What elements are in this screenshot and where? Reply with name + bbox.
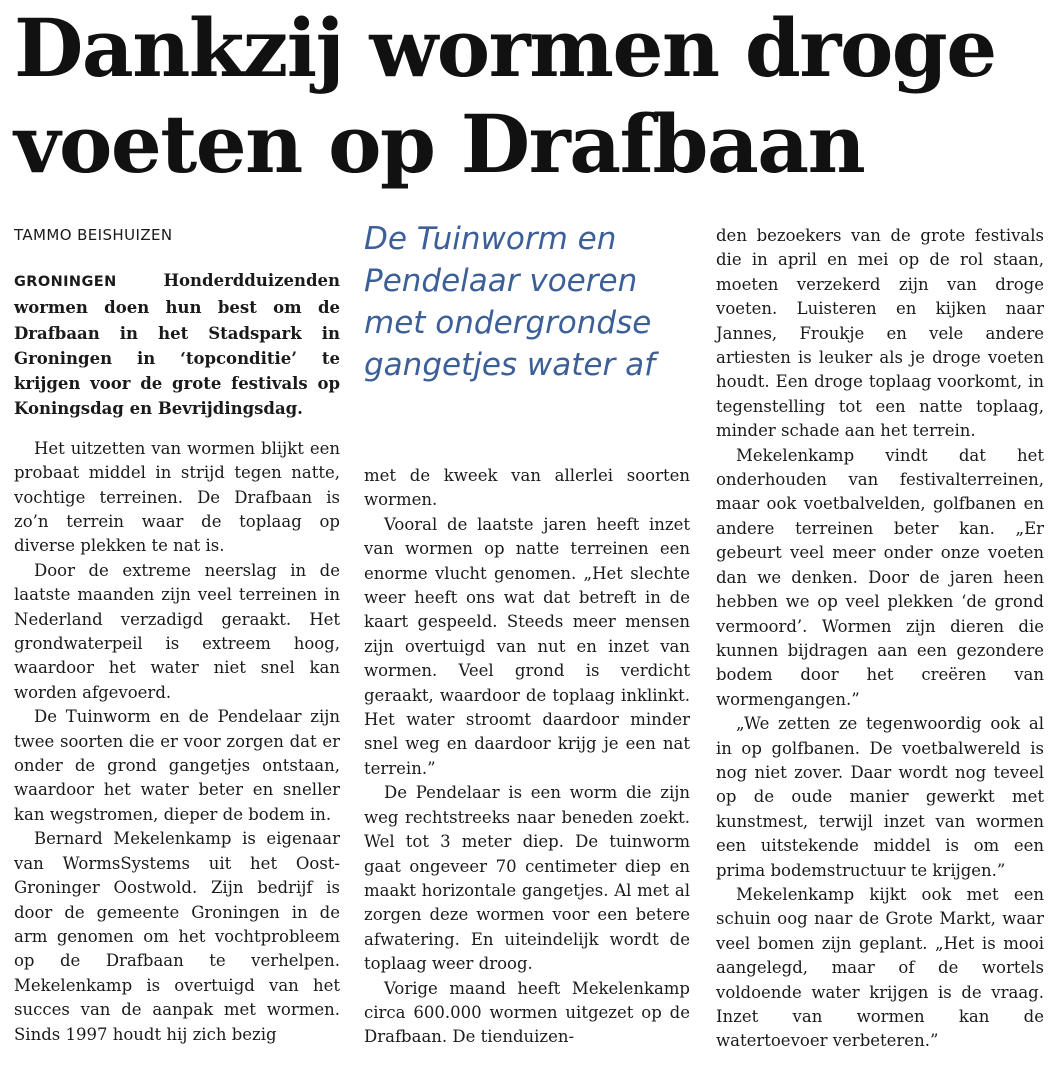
body-paragraph: „We zetten ze tegenwoordig ook al in op golfbanen. De voetbalwereld is nog niet zover. Daar wordt nog teveel op de oude manier gewerkt met kunstmest, terwijl inzet van wormen een uitstekende middel is om een prima bodemstructuur te krijgen.” bbox=[716, 714, 1044, 880]
body-paragraph: Het uitzetten van wormen blijkt een probaat middel in strijd tegen natte, vochtige terreinen. De Drafbaan is zo’n terrein waar de toplaag op diverse plekken te nat is. bbox=[14, 438, 340, 556]
lead-paragraph bbox=[14, 268, 340, 422]
body-paragraph: Vooral de laatste jaren heeft inzet van wormen op natte terreinen een enorme vlucht genomen. „Het slechte weer heeft ons wat dat betreft in de kaart gespeeld. Steeds meer mensen zijn overtuigd van nut en inzet van wormen. Veel grond is verdicht geraakt, waardoor de toplaag inklinkt. Het water stroomt daardoor minder snel weg en daardoor krijg je een nat terrein.” bbox=[364, 514, 690, 778]
body-paragraph: met de kweek van allerlei soorten wormen. bbox=[364, 466, 690, 510]
dateline: GRONINGEN bbox=[14, 274, 117, 290]
byline: TAMMO BEISHUIZEN bbox=[14, 226, 173, 244]
pull-quote: De Tuinworm en Pendelaar voeren met ondergrondse gangetjes water af bbox=[364, 221, 656, 383]
body-paragraph: Door de extreme neerslag in de laatste maanden zijn veel terreinen in Nederland verzadigd geraakt. Het grondwaterpeil is extreem hoog, waardoor het water niet snel kan worden afgevoerd. bbox=[14, 560, 340, 702]
article-column-3 bbox=[716, 224, 1044, 1054]
article-column-1 bbox=[14, 268, 340, 1047]
body-paragraph: den bezoekers van de grote festivals die in april en mei op de rol staan, moeten verzekerd zijn van droge voeten. Luisteren en kijken naar Jannes, Froukje en vele andere artiesten is leuker als je droge voeten houdt. Een droge toplaag voorkomt, in tegenstelling tot een natte toplaag, minder schade aan het terrein. bbox=[716, 226, 1044, 441]
body-paragraph: Mekelenkamp vindt dat het onderhouden van festivalterreinen, maar ook voetbalvelden, golfbanen en andere terreinen beter kan. „Er gebeurt veel meer onder onze voeten dan we denken. Door de jaren heen hebben we op veel plekken ‘de grond vermoord’. Wormen zijn dieren die kunnen bijdragen aan een gezondere bodem door het creëren van wormengangen.” bbox=[716, 445, 1044, 709]
body-paragraph: Vorige maand heeft Mekelenkamp circa 600.000 wormen uitgezet op de Drafbaan. De tienduizen- bbox=[364, 978, 690, 1047]
body-paragraph: Mekelenkamp kijkt ook met een schuin oog naar de Grote Markt, waar veel bomen zijn geplant. „Het is mooi aangelegd, maar of de wortels voldoende water krijgen is de vraag. Inzet van wormen kan de watertoevoer verbeteren.” bbox=[716, 884, 1044, 1051]
lead-text: Honderdduizenden wormen doen hun best om de Drafbaan in het Stadspark in Groningen in ‘topconditie’ te krijgen voor de grote festivals op Koningsdag en Bevrijdingsdag. bbox=[14, 271, 340, 419]
article-column-2 bbox=[364, 464, 690, 1050]
body-paragraph: Bernard Mekelenkamp is eigenaar van WormsSystems uit het Oost-Groninger Oostwold. Zijn bedrijf is door de gemeente Groningen in de arm genomen om het vochtprobleem op de Drafbaan te verhelpen. Mekelenkamp is overtuigd van het succes van de aanpak met wormen. Sinds 1997 houdt hij zich bezig bbox=[14, 829, 340, 1044]
body-paragraph: De Pendelaar is een worm die zijn weg rechtstreeks naar beneden zoekt. Wel tot 3 meter diep. De tuinworm gaat ongeveer 70 centimeter diep en maakt horizontale gangetjes. Al met al zorgen deze wormen voor een betere afwatering. En uiteindelijk wordt de toplaag weer droog. bbox=[364, 783, 690, 974]
body-paragraph: De Tuinworm en de Pendelaar zijn twee soorten die er voor zorgen dat er onder de grond gangetjes ontstaan, waardoor het water beter en sneller kan wegstromen, dieper de bodem in. bbox=[14, 707, 340, 824]
headline: Dankzij wormen droge voeten op Drafbaan bbox=[14, 1, 996, 191]
